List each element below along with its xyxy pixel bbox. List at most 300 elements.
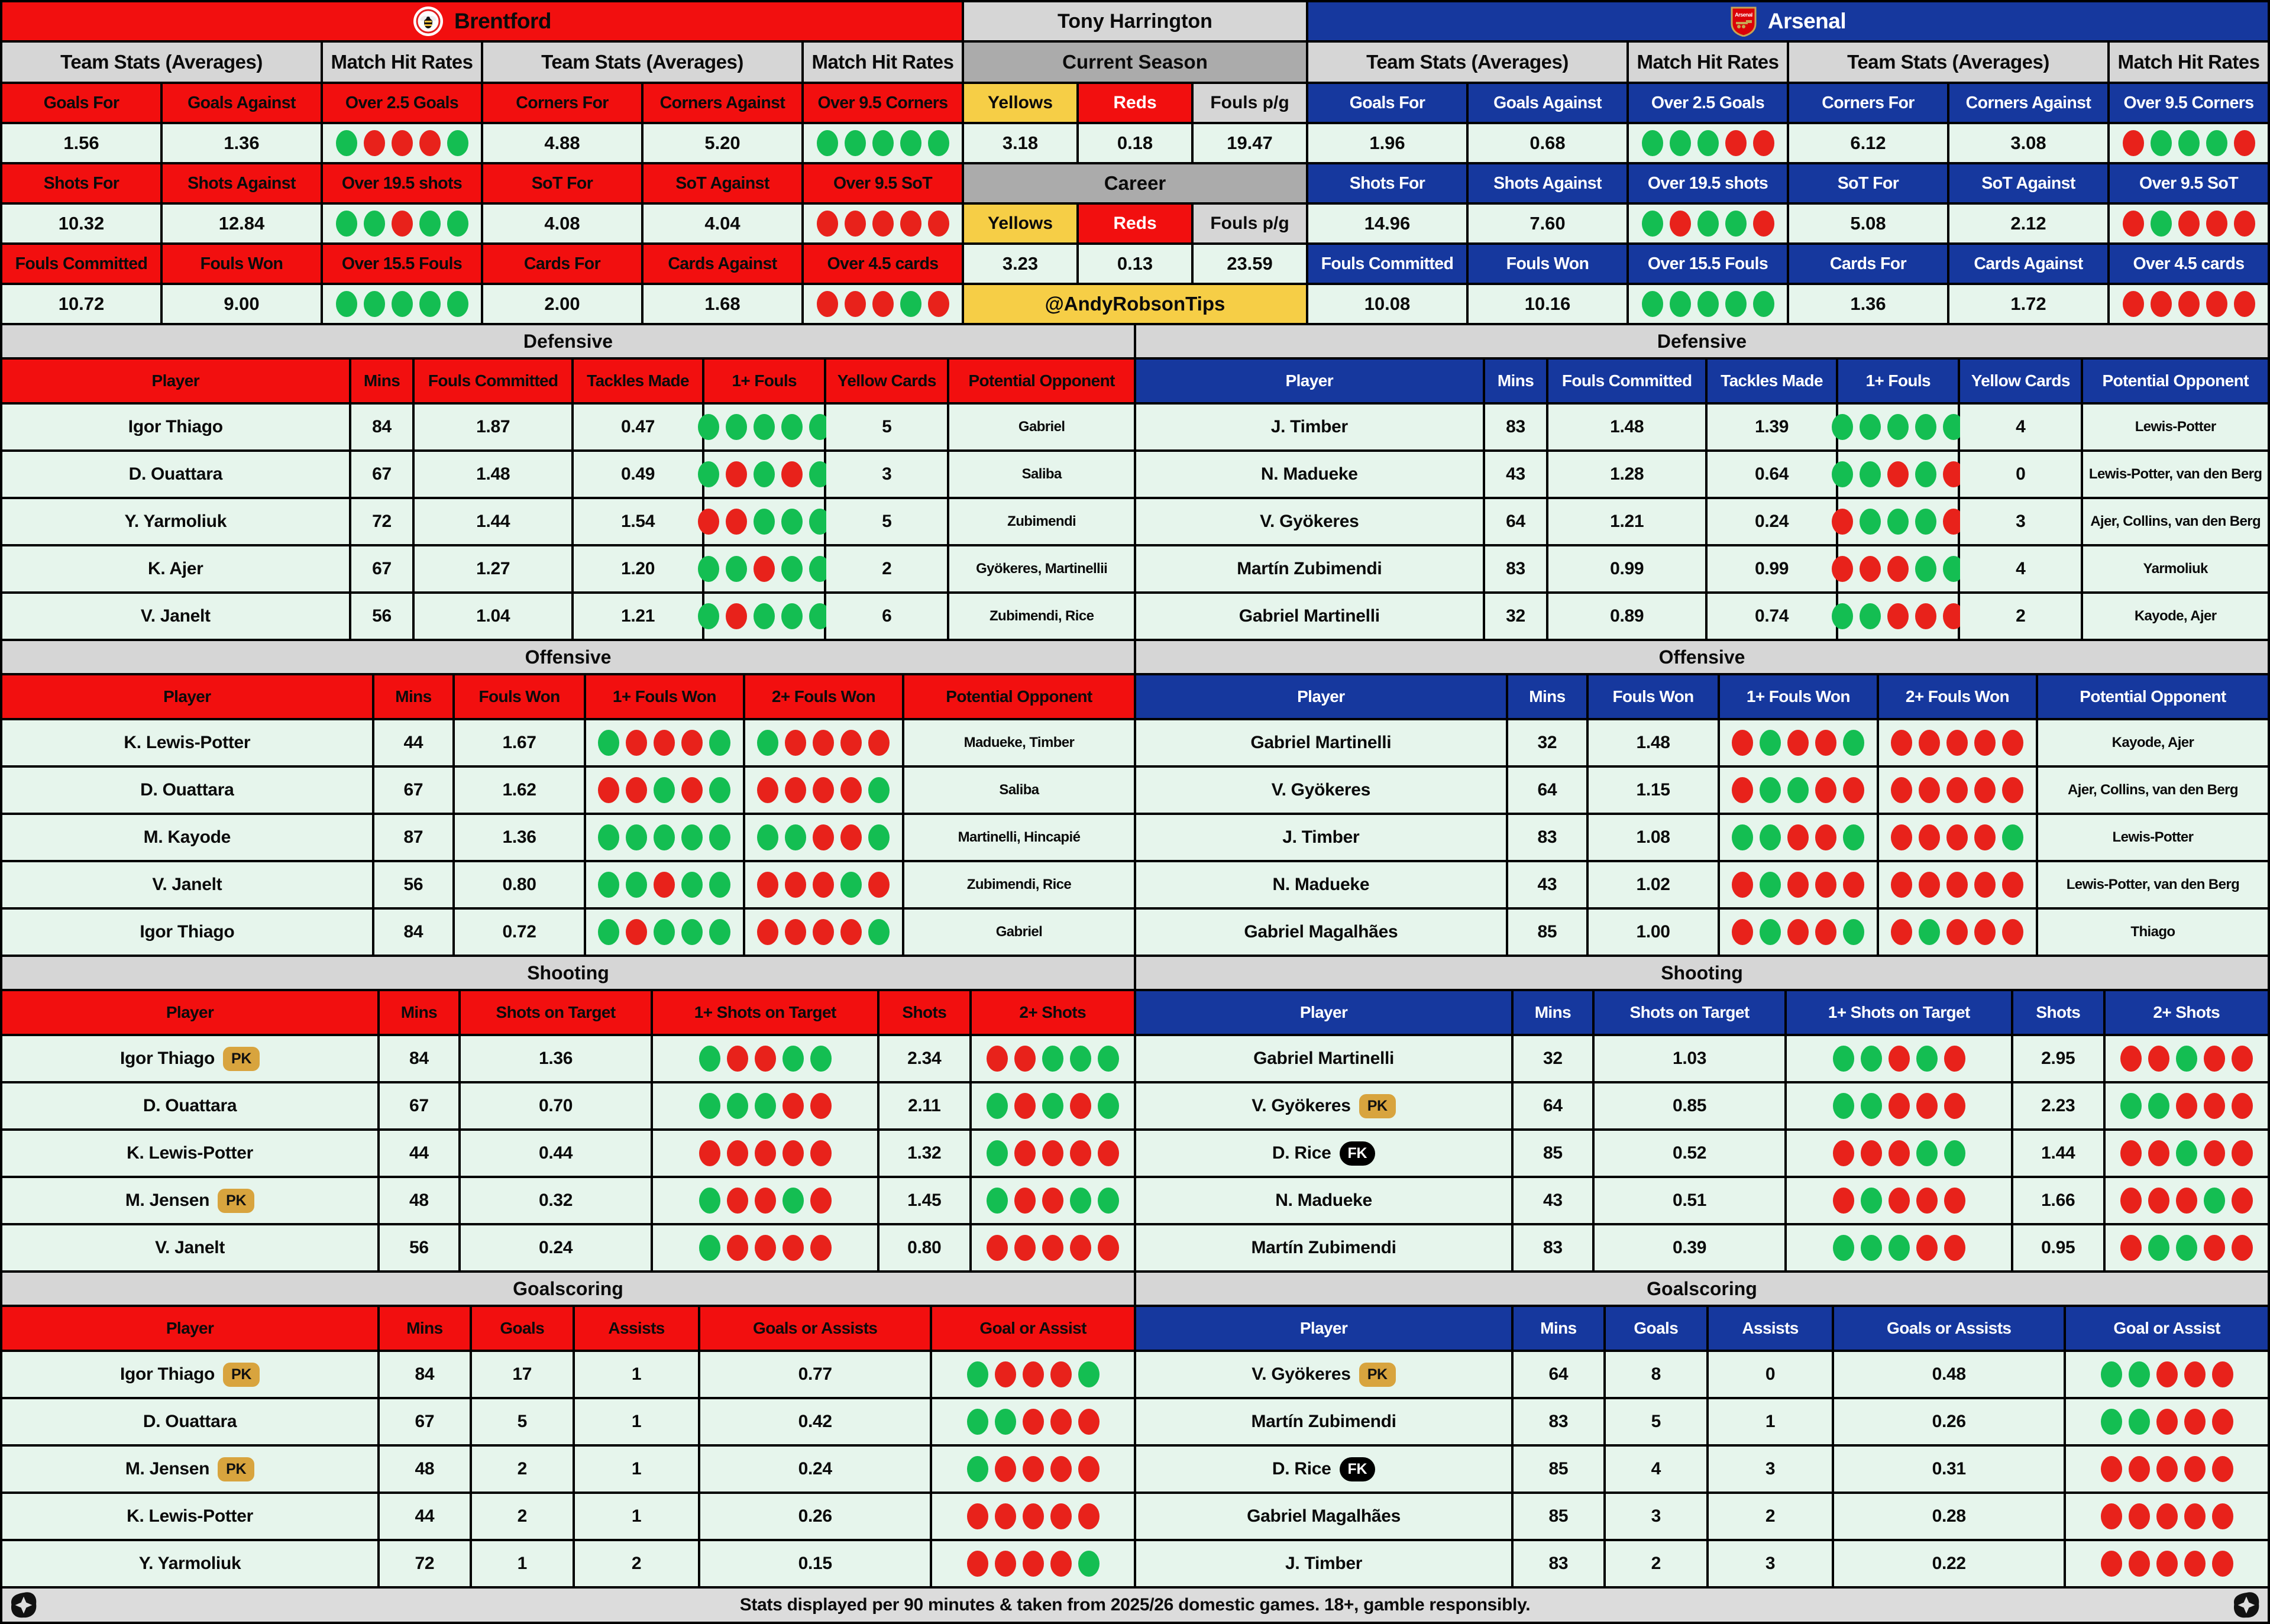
player-stat-cell	[1514, 1225, 1592, 1270]
hit-dot-icon	[868, 777, 890, 803]
miss-dot-icon	[813, 730, 834, 756]
hit-rate-dots	[1642, 291, 1774, 317]
section-shooting	[1136, 957, 2268, 1270]
hit-dot-icon	[2151, 130, 2172, 156]
stat-label: Over 19.5 shots	[1629, 164, 1787, 202]
hit-dot-icon	[1098, 1093, 1119, 1119]
hit-rate-dots	[2101, 1361, 2233, 1387]
player-stat-value: 85	[1537, 922, 1557, 942]
player-name-cell	[1136, 1399, 1511, 1444]
brentford-sections	[2, 325, 1134, 1586]
column-header: Potential Opponent	[2038, 675, 2268, 718]
hit-dot-icon	[817, 130, 838, 156]
miss-dot-icon	[1023, 1551, 1044, 1577]
player-hit-rate-cell	[972, 1083, 1134, 1128]
player-stat-value: 85	[1548, 1506, 1569, 1526]
hit-dot-icon	[1760, 730, 1781, 756]
player-stat-cell	[1960, 452, 2081, 497]
hit-rate-dots	[1891, 872, 2023, 898]
stat-value: 5.20	[644, 124, 801, 162]
miss-dot-icon	[755, 1188, 776, 1214]
section-title: Shooting	[2, 957, 1134, 989]
miss-dot-icon	[1023, 1503, 1044, 1529]
player-hit-rate-cell	[653, 1083, 877, 1128]
player-stat-cell	[380, 1178, 458, 1223]
player-stat-value: 1.04	[476, 606, 510, 626]
hit-dot-icon	[336, 211, 357, 237]
miss-dot-icon	[1944, 1093, 1965, 1119]
player-hit-rate-cell	[932, 1541, 1134, 1586]
player-stat-value: 1.21	[620, 606, 655, 626]
fk-badge: FK	[1340, 1457, 1376, 1481]
arsenal-block	[1308, 2, 2268, 323]
miss-dot-icon	[2123, 211, 2144, 237]
player-name: K. Lewis-Potter	[124, 733, 251, 752]
stat-value: 4.04	[644, 205, 801, 242]
hit-dot-icon	[1642, 130, 1663, 156]
hit-rate-dots	[698, 556, 830, 582]
player-stat-value: 1	[1765, 1412, 1776, 1431]
hit-dot-icon	[1843, 824, 1864, 850]
hit-dot-icon	[364, 211, 385, 237]
pk-badge: PK	[1359, 1363, 1396, 1387]
stat-hit-rate-cell	[323, 285, 481, 323]
player-name: K. Lewis-Potter	[127, 1506, 253, 1526]
player-stat-cell	[1589, 768, 1718, 813]
player-stat-cell	[1548, 405, 1705, 449]
player-stat-cell	[455, 815, 584, 860]
miss-dot-icon	[1815, 919, 1836, 945]
miss-dot-icon	[1815, 824, 1836, 850]
player-stat-value: 0.47	[620, 417, 655, 436]
player-stat-value: 2	[2016, 606, 2026, 626]
player-stat-cell	[455, 910, 584, 955]
player-stat-value: 43	[1543, 1190, 1563, 1210]
player-name-cell	[2, 1352, 377, 1397]
stats-subheader: Match Hit Rates	[1629, 43, 1787, 82]
player-stat-value: 0.85	[1672, 1096, 1707, 1115]
hit-dot-icon	[1861, 1093, 1882, 1119]
column-header: 2+ Fouls Won	[745, 675, 902, 718]
player-stat-cell	[2013, 1225, 2103, 1270]
miss-dot-icon	[1098, 1235, 1119, 1261]
section-title: Offensive	[2, 641, 1134, 673]
miss-dot-icon	[1889, 1188, 1910, 1214]
stat-label: SoT For	[1789, 164, 1947, 202]
miss-dot-icon	[840, 777, 862, 803]
miss-dot-icon	[845, 291, 866, 317]
player-name-cell	[1136, 910, 1506, 955]
miss-dot-icon	[726, 603, 747, 629]
hit-rate-dots	[967, 1361, 1100, 1387]
hit-dot-icon	[1760, 919, 1781, 945]
player-name-cell	[1136, 815, 1506, 860]
section-defensive	[1136, 325, 2268, 639]
stat-label: Cards For	[483, 245, 641, 283]
miss-dot-icon	[1050, 1551, 1072, 1577]
miss-dot-icon	[1946, 777, 1968, 803]
hit-dot-icon	[1670, 130, 1691, 156]
player-stat-value: Kayode, Ajer	[2134, 608, 2217, 624]
player-stat-value: 2	[631, 1554, 642, 1573]
player-hit-rate-cell	[1879, 815, 2036, 860]
hit-dot-icon	[727, 1093, 748, 1119]
stat-value: 10.16	[1469, 285, 1626, 323]
player-stat-cell	[1485, 594, 1547, 639]
player-stat-value: 3	[1651, 1506, 1661, 1526]
hit-rate-dots	[598, 777, 730, 803]
hit-dot-icon	[419, 291, 441, 317]
column-header: 1+ Fouls Won	[1720, 675, 1877, 718]
miss-dot-icon	[2156, 1409, 2178, 1435]
player-stat-cell	[1708, 594, 1836, 639]
hit-dot-icon	[900, 130, 921, 156]
stat-label: Corners For	[1789, 84, 1947, 122]
arsenal-crest-icon	[1730, 6, 1757, 37]
miss-dot-icon	[1843, 777, 1864, 803]
stat-label: Goals For	[2, 84, 160, 122]
player-name-cell	[1136, 594, 1483, 639]
player-stat-value: 0.89	[1610, 606, 1644, 626]
player-stat-value: 0	[2016, 464, 2026, 484]
miss-dot-icon	[2148, 1188, 2169, 1214]
miss-dot-icon	[2156, 1456, 2178, 1482]
miss-dot-icon	[2212, 1361, 2233, 1387]
player-stat-cell	[1834, 1399, 2064, 1444]
player-name: D. Rice	[1272, 1143, 1331, 1163]
section-table	[2, 360, 1134, 639]
player-stat-cell	[2013, 1131, 2103, 1176]
player-stat-cell	[472, 1494, 573, 1539]
miss-dot-icon	[810, 1140, 832, 1166]
player-stat-cell	[575, 1399, 698, 1444]
player-hit-rate-cell	[1787, 1225, 2011, 1270]
hit-dot-icon	[2176, 1046, 2197, 1072]
player-stat-value: 1.62	[502, 780, 536, 800]
player-stat-cell	[380, 1036, 458, 1081]
section-title: Goalscoring	[1136, 1273, 2268, 1305]
player-name: D. Ouattara	[143, 1412, 237, 1431]
player-hit-rate-cell	[2066, 1447, 2268, 1492]
miss-dot-icon	[2156, 1503, 2178, 1529]
player-stat-value: 2.34	[907, 1049, 942, 1068]
hit-rate-dots	[336, 291, 468, 317]
player-hit-rate-cell	[704, 499, 824, 544]
player-name-cell	[2, 1036, 377, 1081]
hit-dot-icon	[698, 461, 719, 487]
hit-dot-icon	[364, 291, 385, 317]
hit-dot-icon	[967, 1361, 988, 1387]
player-stat-cell	[1960, 405, 2081, 449]
player-stat-value: 0.44	[538, 1143, 573, 1163]
player-hit-rate-cell	[2106, 1178, 2268, 1223]
section-table	[2, 675, 1134, 955]
player-hit-rate-cell	[745, 768, 902, 813]
player-stat-value: 6	[882, 606, 892, 626]
pk-badge: PK	[223, 1047, 260, 1071]
miss-dot-icon	[1887, 603, 1909, 629]
player-stat-value: 5	[1651, 1412, 1661, 1431]
player-name-cell	[1136, 1494, 1511, 1539]
player-stat-value: 44	[415, 1506, 435, 1526]
player-name-cell	[1136, 1352, 1511, 1397]
miss-dot-icon	[1916, 1188, 1938, 1214]
hit-dot-icon	[900, 291, 921, 317]
player-hit-rate-cell	[1720, 910, 1877, 955]
player-stat-cell	[380, 1225, 458, 1270]
player-name: Gabriel Magalhães	[1247, 1506, 1401, 1526]
column-header: Shots on Target	[461, 991, 651, 1034]
player-stat-value: 1.39	[1754, 417, 1789, 436]
player-stat-cell	[949, 594, 1134, 639]
stat-label: Corners Against	[644, 84, 801, 122]
player-stat-cell	[1595, 1131, 1785, 1176]
hit-dot-icon	[1753, 291, 1774, 317]
column-header: Yellow Cards	[1960, 360, 2081, 402]
miss-dot-icon	[681, 730, 703, 756]
player-stat-value: 67	[415, 1412, 435, 1431]
hit-rate-dots	[2101, 1456, 2233, 1482]
career-reds-value: 0.13	[1079, 245, 1191, 283]
miss-dot-icon	[1014, 1235, 1036, 1261]
player-name: J. Timber	[1282, 827, 1360, 847]
miss-dot-icon	[785, 872, 806, 898]
miss-dot-icon	[2204, 1140, 2225, 1166]
section-table	[1136, 360, 2268, 639]
player-stat-value: 0.24	[538, 1238, 573, 1257]
player-hit-rate-cell	[1720, 720, 1877, 765]
pk-badge: PK	[223, 1363, 260, 1387]
svg-text:Arsenal: Arsenal	[1735, 12, 1752, 18]
player-stat-cell	[1508, 910, 1587, 955]
player-stat-value: Kayode, Ajer	[2111, 735, 2194, 750]
player-stat-value: 1.32	[907, 1143, 942, 1163]
player-stat-cell	[1508, 720, 1587, 765]
player-stat-cell	[1508, 768, 1587, 813]
player-stat-value: Zubimendi	[1007, 513, 1076, 529]
miss-dot-icon	[1946, 730, 1968, 756]
hit-dot-icon	[781, 414, 803, 440]
player-name-cell	[1136, 546, 1483, 591]
miss-dot-icon	[845, 211, 866, 237]
hit-dot-icon	[2101, 1409, 2122, 1435]
hit-dot-icon	[845, 130, 866, 156]
stat-value: 14.96	[1308, 205, 1466, 242]
hit-dot-icon	[2148, 1235, 2169, 1261]
miss-dot-icon	[817, 291, 838, 317]
hit-dot-icon	[1833, 1093, 1854, 1119]
hit-rate-dots	[2123, 130, 2255, 156]
miss-dot-icon	[2148, 1046, 2169, 1072]
player-name: Igor Thiago	[119, 1049, 215, 1068]
player-hit-rate-cell	[972, 1225, 1134, 1270]
hit-rate-dots	[1832, 556, 1964, 582]
hit-rate-dots	[817, 130, 949, 156]
miss-dot-icon	[757, 872, 778, 898]
player-stat-value: 5	[882, 512, 892, 531]
hit-dot-icon	[598, 824, 619, 850]
miss-dot-icon	[1891, 730, 1912, 756]
player-name-cell	[1136, 1036, 1511, 1081]
column-header: Assists	[575, 1307, 698, 1350]
column-header: Player	[2, 675, 372, 718]
section-title: Goalscoring	[2, 1273, 1134, 1305]
arsenal-sections	[1136, 325, 2268, 1586]
miss-dot-icon	[1916, 1235, 1938, 1261]
stats-subheader: Team Stats (Averages)	[2, 43, 321, 82]
player-stat-cell	[1606, 1447, 1706, 1492]
player-hit-rate-cell	[932, 1494, 1134, 1539]
stat-value: 1.72	[1949, 285, 2107, 323]
column-header: Goals	[1606, 1307, 1706, 1350]
player-stat-cell	[700, 1399, 930, 1444]
hit-dot-icon	[1860, 603, 1881, 629]
player-stat-value: 44	[409, 1143, 429, 1163]
player-name: Igor Thiago	[140, 922, 235, 942]
player-stat-value: 56	[409, 1238, 429, 1257]
hit-dot-icon	[447, 130, 468, 156]
hit-rate-dots	[2120, 1046, 2253, 1072]
player-name-cell	[1136, 768, 1506, 813]
section-shooting	[2, 957, 1134, 1270]
player-stat-cell	[826, 452, 947, 497]
miss-dot-icon	[2232, 1235, 2253, 1261]
miss-dot-icon	[1078, 1456, 1100, 1482]
player-stat-cell	[380, 1352, 469, 1397]
hit-dot-icon	[781, 509, 803, 535]
player-stat-cell	[380, 1399, 469, 1444]
hit-dot-icon	[598, 730, 619, 756]
player-name: Martín Zubimendi	[1251, 1238, 1396, 1257]
player-stat-cell	[1709, 1541, 1832, 1586]
player-stat-cell	[1485, 546, 1547, 591]
hit-dot-icon	[654, 919, 675, 945]
miss-dot-icon	[2212, 1503, 2233, 1529]
player-hit-rate-cell	[2066, 1541, 2268, 1586]
hit-dot-icon	[995, 1409, 1016, 1435]
stats-subheader: Match Hit Rates	[323, 43, 481, 82]
player-name: Y. Yarmoliuk	[124, 512, 227, 531]
stats-subheader: Team Stats (Averages)	[1308, 43, 1626, 82]
player-stat-cell	[2038, 862, 2268, 907]
hit-dot-icon	[872, 130, 894, 156]
miss-dot-icon	[1974, 777, 1996, 803]
player-stat-cell	[904, 910, 1134, 955]
player-stat-value: 2	[882, 559, 892, 578]
miss-dot-icon	[2178, 211, 2200, 237]
player-stat-cell	[415, 499, 571, 544]
stat-value: 2.12	[1949, 205, 2107, 242]
miss-dot-icon	[1832, 556, 1853, 582]
player-name: N. Madueke	[1272, 875, 1370, 894]
player-name: D. Rice	[1272, 1459, 1331, 1479]
miss-dot-icon	[2002, 872, 2023, 898]
miss-dot-icon	[1815, 777, 1836, 803]
player-hit-rate-cell	[704, 546, 824, 591]
miss-dot-icon	[1070, 1235, 1091, 1261]
player-stat-value: 8	[1651, 1364, 1661, 1384]
hit-dot-icon	[1697, 291, 1719, 317]
team-name: Brentford	[454, 9, 552, 33]
player-name: M. Kayode	[143, 827, 231, 847]
player-name-cell	[1136, 1131, 1511, 1176]
stat-label: Over 9.5 Corners	[2110, 84, 2268, 122]
player-hit-rate-cell	[2066, 1399, 2268, 1444]
stat-label: Over 9.5 SoT	[804, 164, 962, 202]
player-name-cell	[2, 862, 372, 907]
hit-dot-icon	[1098, 1188, 1119, 1214]
miss-dot-icon	[699, 1140, 720, 1166]
miss-dot-icon	[781, 461, 803, 487]
hit-dot-icon	[1760, 824, 1781, 850]
column-header: Goals	[472, 1307, 573, 1350]
hit-dot-icon	[781, 556, 803, 582]
player-stat-cell	[1514, 1352, 1603, 1397]
stat-value: 7.60	[1469, 205, 1626, 242]
hit-rate-dots	[987, 1140, 1119, 1166]
player-name-cell	[1136, 1178, 1511, 1223]
stat-label: Cards Against	[644, 245, 801, 283]
hit-dot-icon	[1843, 730, 1864, 756]
hit-rate-dots	[2120, 1235, 2253, 1261]
player-stat-cell	[1606, 1541, 1706, 1586]
hit-rate-dots	[1833, 1188, 1965, 1214]
player-stat-cell	[415, 546, 571, 591]
stat-hit-rate-cell	[1629, 124, 1787, 162]
hit-rate-dots	[987, 1235, 1119, 1261]
player-stat-value: Lewis-Potter	[2112, 829, 2194, 845]
column-header: Player	[2, 1307, 377, 1350]
miss-dot-icon	[1787, 730, 1809, 756]
player-stat-cell	[415, 594, 571, 639]
player-stat-cell	[461, 1083, 651, 1128]
column-header: Player	[2, 991, 377, 1034]
player-stat-value: 67	[403, 780, 423, 800]
hit-dot-icon	[987, 1140, 1008, 1166]
hit-dot-icon	[2204, 1188, 2225, 1214]
player-stat-cell	[2038, 768, 2268, 813]
player-name: Gabriel Martinelli	[1250, 733, 1392, 752]
player-stat-cell	[574, 405, 702, 449]
stat-hit-rate-cell	[1629, 205, 1787, 242]
hit-dot-icon	[2002, 824, 2023, 850]
player-name-cell	[2, 1447, 377, 1492]
fouls-pg-header: Fouls p/g	[1194, 84, 1306, 122]
fk-badge: FK	[1340, 1141, 1376, 1166]
stats-subheader: Team Stats (Averages)	[1789, 43, 2107, 82]
player-name: Igor Thiago	[119, 1364, 215, 1384]
player-stat-cell	[1589, 910, 1718, 955]
player-name-cell	[1136, 1083, 1511, 1128]
player-hit-rate-cell	[932, 1447, 1134, 1492]
arsenal-stats-grid	[1308, 43, 2268, 323]
footer-logo-icon	[9, 1591, 38, 1619]
stat-value: 10.08	[1308, 285, 1466, 323]
hit-rate-dots	[698, 603, 830, 629]
hit-dot-icon	[2129, 1409, 2150, 1435]
player-stat-cell	[472, 1352, 573, 1397]
player-name-cell	[1136, 1541, 1511, 1586]
player-stat-cell	[461, 1036, 651, 1081]
miss-dot-icon	[1891, 777, 1912, 803]
miss-dot-icon	[2002, 730, 2023, 756]
miss-dot-icon	[785, 730, 806, 756]
miss-dot-icon	[1023, 1456, 1044, 1482]
hit-dot-icon	[987, 1093, 1008, 1119]
reds-header: Reds	[1079, 205, 1191, 242]
player-stat-value: 43	[1506, 464, 1525, 484]
stat-label: Fouls Won	[1469, 245, 1626, 283]
